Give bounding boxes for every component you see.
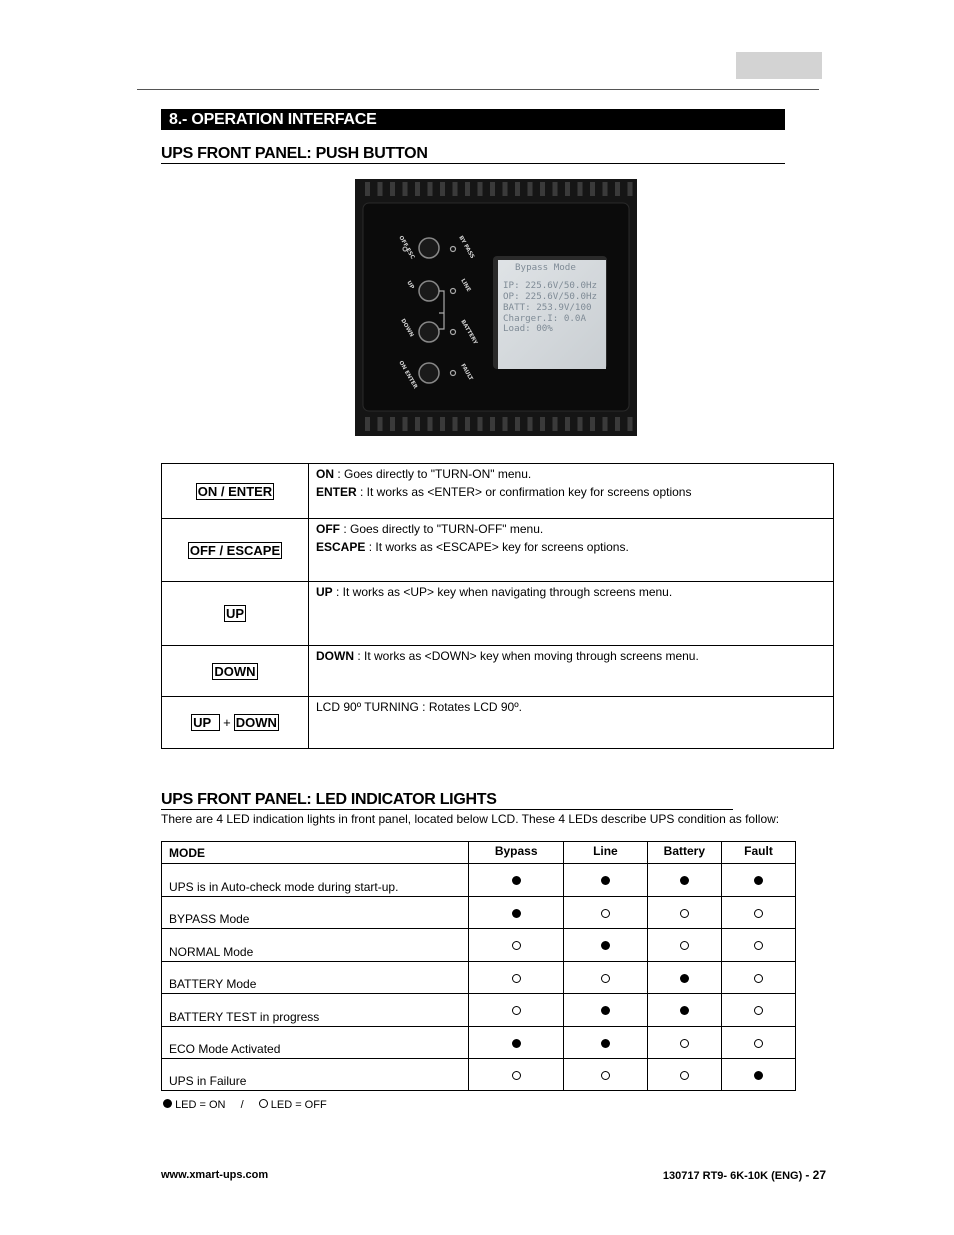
led-table-row [162,962,796,994]
front-panel-photo [355,179,637,436]
led-table-header [162,842,796,864]
vent-slot [378,417,383,431]
led-off-icon [512,974,521,983]
led-state-cell [469,1059,564,1091]
led-on-icon [512,876,521,885]
vent-slot [515,417,520,431]
led-heading: UPS FRONT PANEL: LED INDICATOR LIGHTS [161,791,497,808]
up-key-combo: UP [191,714,220,731]
led-state-cell [647,1059,721,1091]
led-state-cell [647,864,721,897]
led-state-cell [647,929,721,962]
vent-slot [615,182,620,196]
led-state-cell [564,864,648,897]
led-off-icon [754,1006,763,1015]
lcd-line-1: Bypass Mode [515,262,576,273]
vent-slot [378,182,383,196]
down-key: DOWN [214,663,256,679]
button-row-on-enter: ON / ENTER ON : Goes directly to "TURN-ON" menu. ENTER : It works as <ENTER> or confirmation key for screens options [162,464,834,519]
footer-doc-code: 130717 RT9- 6K-10K (ENG) [662,1170,803,1182]
vent-slot [553,417,558,431]
led-mode-cell: UPS is in Auto-check mode during start-up. [162,864,469,897]
led-on-icon [601,876,610,885]
led-state-cell [469,994,564,1027]
lcd-line-4: BATT: 253.9V/100 [503,302,592,313]
led-off-icon [601,909,610,918]
button-row-up-down: UP + DOWN LCD 90º TURNING : Rotates LCD 90º. [162,697,834,749]
vent-slot [503,182,508,196]
vent-slot [465,182,470,196]
on-enter-key: ON / ENTER [197,483,273,499]
led-mode-cell: BYPASS Mode [162,897,469,929]
led-on-symbol [163,1099,172,1108]
off-escape-key: OFF / ESCAPE [189,542,281,558]
vent-slot [628,417,633,431]
push-heading-rule [161,163,785,164]
led-mode-cell: BATTERY TEST in progress [162,994,469,1027]
led-table-row [162,929,796,962]
led-state-cell [721,1027,795,1059]
led-on-icon [601,941,610,950]
vent-slot [490,182,495,196]
led-table [161,841,796,1091]
led-on-icon [601,1006,610,1015]
vent-slot [528,417,533,431]
led-state-cell [721,929,795,962]
col-bypass: Bypass [469,842,564,864]
led-heading-rule [161,809,733,810]
vent-slot [578,417,583,431]
led-off-icon [754,1039,763,1048]
legend-on-text: LED = ON [175,1099,226,1111]
led-off-icon [680,1039,689,1048]
led-state-cell [564,897,648,929]
led-state-cell [564,962,648,994]
led-off-icon [512,941,521,950]
led-state-cell [469,1027,564,1059]
led-on-icon [680,876,689,885]
footer-doc-ref [663,1168,826,1182]
led-off-icon [512,1071,521,1080]
led-mode-cell: ECO Mode Activated [162,1027,469,1059]
header-tab [736,52,822,79]
button-row-up: UP UP : It works as <UP> key when navigating through screens menu. [162,582,834,646]
led-state-cell [647,962,721,994]
vent-slot [465,417,470,431]
lcd-line-6: Load: 00% [503,323,553,334]
led-state-cell [721,994,795,1027]
lcd-line-2: IP: 225.6V/50.0Hz [503,280,598,291]
led-table-row [162,1059,796,1091]
footer-website: www.xmart-ups.com [161,1169,269,1181]
led-intro: There are 4 LED indication lights in front panel, located below LCD. These 4 LEDs describe UPS condition as follow: [161,812,780,826]
vent-slot [603,417,608,431]
vent-slot [615,417,620,431]
led-off-icon [754,941,763,950]
push-button-table [161,463,834,749]
led-table-row [162,897,796,929]
vent-slot [365,182,370,196]
led-state-cell [469,962,564,994]
vent-slot [403,417,408,431]
vent-slot [490,417,495,431]
vent-slot [628,182,633,196]
led-state-cell [647,1027,721,1059]
label-down: DOWN [399,318,415,339]
led-off-icon [754,909,763,918]
label-battery: BATTERY [459,319,479,346]
vent-slot [415,417,420,431]
lcd-line-5: Charger.I: 0.0A [503,313,586,324]
col-line: Line [564,842,648,864]
led-state-cell [564,929,648,962]
led-state-cell [721,1059,795,1091]
vent-slot [453,417,458,431]
vent-slot [440,417,445,431]
header-rule [137,89,819,90]
led-state-cell [469,864,564,897]
col-battery: Battery [647,842,721,864]
button-row-down: DOWN DOWN : It works as <DOWN> key when moving through screens menu. [162,646,834,697]
label-fault: FAULT [459,363,474,382]
vent-slot [528,182,533,196]
vent-slot [590,182,595,196]
led-state-cell [721,897,795,929]
led-state-cell [564,1059,648,1091]
vent-slot [540,417,545,431]
led-state-cell [647,994,721,1027]
led-on-icon [680,974,689,983]
led-table-row [162,864,796,897]
led-state-cell [647,897,721,929]
up-key: UP [225,606,245,621]
led-off-icon [680,909,689,918]
led-state-cell [564,1027,648,1059]
led-state-cell [469,929,564,962]
led-on-icon [512,1039,521,1048]
vent-slot [565,417,570,431]
legend-separator: / [240,1099,244,1111]
col-mode: MODE [162,842,469,864]
vent-slot [578,182,583,196]
label-up: UP [405,280,415,291]
label-on-enter: ON ENTER [397,360,419,391]
vent-slot [515,182,520,196]
vent-slot [478,182,483,196]
vent-slot [453,182,458,196]
footer-page-number: - 27 [805,1168,826,1182]
led-off-symbol [259,1099,268,1108]
vent-slot [440,182,445,196]
plus-sign: + [223,715,231,730]
led-state-cell [721,864,795,897]
vent-slot [365,417,370,431]
col-fault: Fault [721,842,795,864]
vent-slot [403,182,408,196]
led-on-icon [754,1071,763,1080]
vent-slot [603,182,608,196]
label-line: LINE [459,278,472,294]
vent-slot [565,182,570,196]
led-on-icon [754,876,763,885]
led-table-row [162,1027,796,1059]
led-mode-cell: UPS in Failure [162,1059,469,1091]
led-state-cell [721,962,795,994]
vent-slot [390,417,395,431]
led-mode-cell: BATTERY Mode [162,962,469,994]
vent-slot [415,182,420,196]
led-off-icon [601,1071,610,1080]
led-on-icon [601,1039,610,1048]
led-off-icon [754,974,763,983]
button-row-off-escape: OFF / ESCAPE OFF : Goes directly to "TURN-OFF" menu. ESCAPE : It works as <ESCAPE> key for screens options. [162,519,834,582]
vent-slot [503,417,508,431]
vent-slot [478,417,483,431]
led-off-icon [680,941,689,950]
vent-slot [540,182,545,196]
vent-slot [590,417,595,431]
vent-slot [390,182,395,196]
label-off-esc: OFF ESC [397,235,416,261]
led-off-icon [512,1006,521,1015]
down-key-combo: DOWN [235,715,277,730]
vent-slot [428,182,433,196]
push-button-heading: UPS FRONT PANEL: PUSH BUTTON [161,145,428,162]
vent-slot [428,417,433,431]
vent-slot [553,182,558,196]
led-state-cell [469,897,564,929]
led-on-icon [680,1006,689,1015]
label-bypass: BY PASS [457,235,476,260]
legend-off-text: LED = OFF [270,1099,327,1111]
led-off-icon [680,1071,689,1080]
led-mode-cell: NORMAL Mode [162,929,469,962]
section-title: 8.- OPERATION INTERFACE [161,109,785,130]
lcd-line-3: OP: 225.6V/50.0Hz [503,291,598,302]
led-table-row [162,994,796,1027]
led-on-icon [512,909,521,918]
led-off-icon [601,974,610,983]
led-state-cell [564,994,648,1027]
led-legend [163,1099,327,1111]
